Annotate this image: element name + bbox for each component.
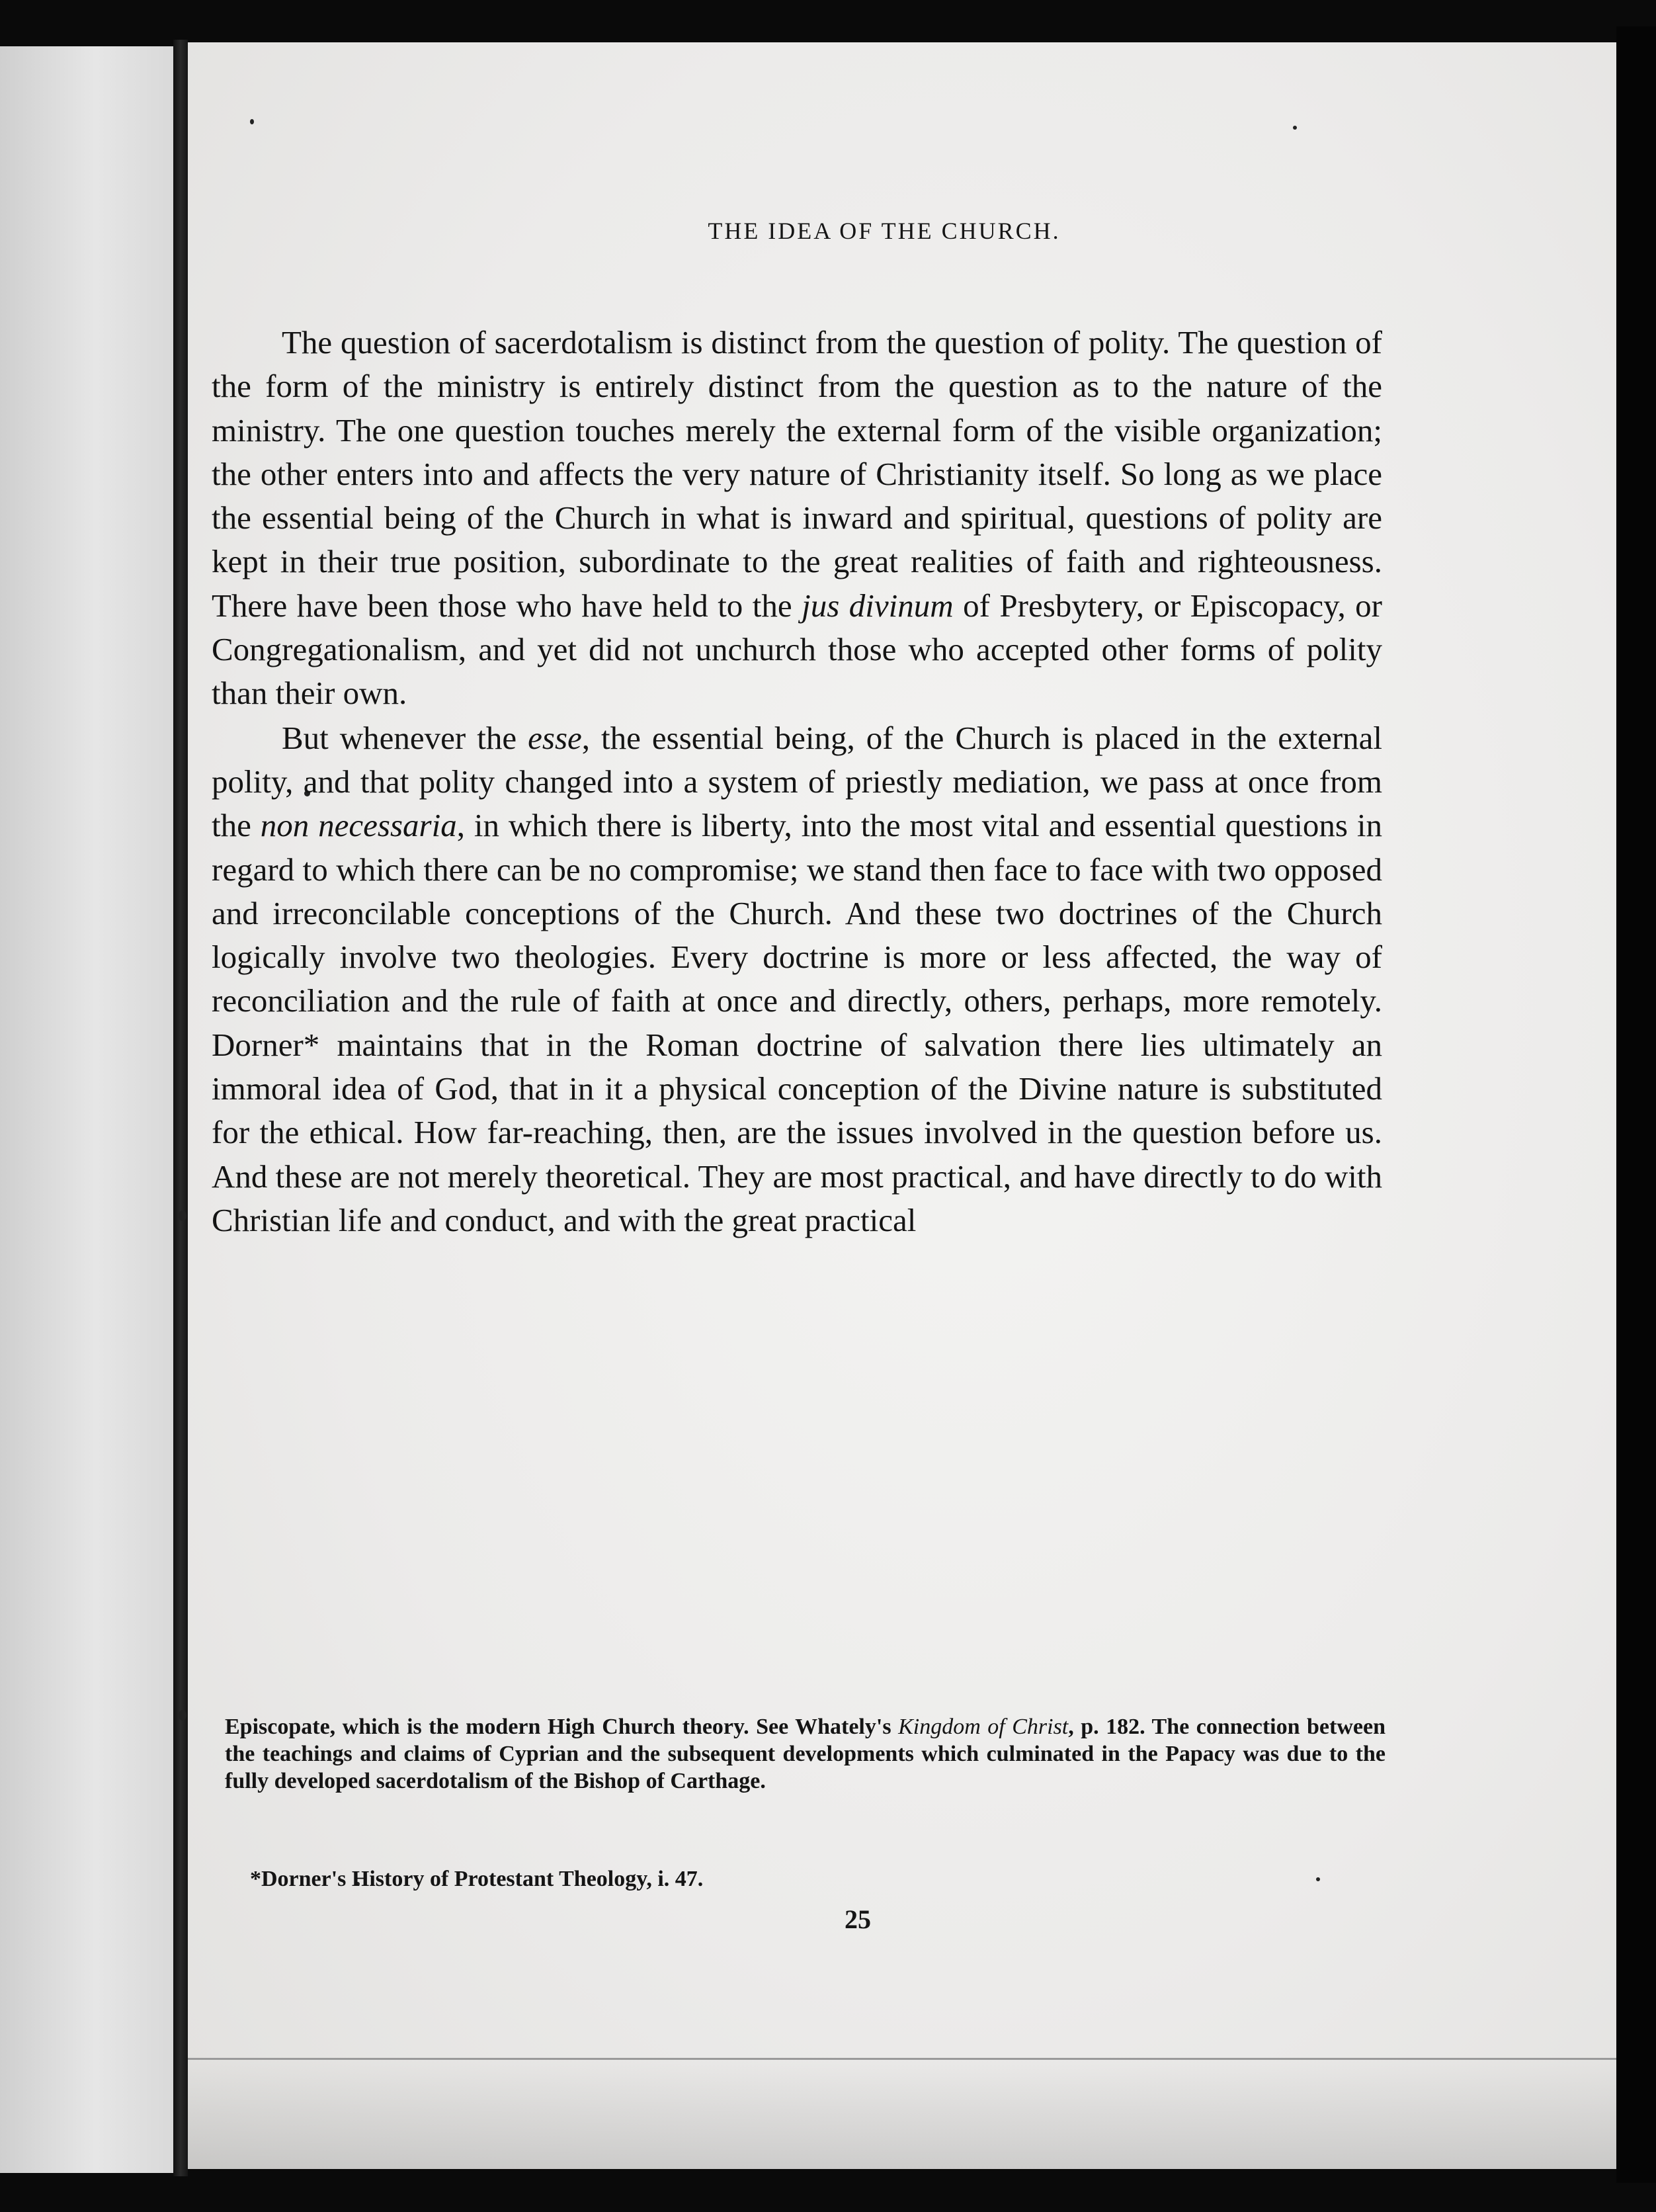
running-head: THE IDEA OF THE CHURCH. bbox=[708, 218, 1061, 244]
page-bottom-band bbox=[188, 2057, 1616, 2169]
footnote-continued bbox=[225, 1713, 1386, 1795]
paragraph-2-text: But whenever the bbox=[282, 719, 528, 756]
facing-page-edge bbox=[0, 46, 173, 2173]
italic-title: Kingdom of Christ bbox=[898, 1715, 1069, 1739]
paragraph-2 bbox=[212, 716, 1382, 1243]
italic-term: non necessaria bbox=[260, 807, 457, 844]
footnote-text: , p. 182. The connection between the teachings and claims of Cyprian and the subsequent developments which culminated in the Papacy was due to the fully developed sacerdotalism of the Bishop of Carthage. bbox=[225, 1715, 1386, 1793]
scan-right-margin bbox=[1616, 26, 1656, 2183]
ink-speck bbox=[1293, 126, 1297, 130]
paragraph-1 bbox=[212, 321, 1382, 716]
ink-speck bbox=[250, 119, 254, 124]
body-text bbox=[212, 321, 1382, 1242]
italic-term: esse bbox=[528, 719, 582, 756]
ink-speck bbox=[1316, 1877, 1320, 1881]
page-number: 25 bbox=[845, 1904, 871, 1934]
paragraph-1-text: The question of sacerdotalism is distinct from the question of polity. The question of the form of the ministry is entirely distinct from the question as to the nature of the ministry. The one question touches merely the external form of the visible organization; the other enters into and affects the very nature of Christianity itself. So long as we place the essential being of the Church in what is inward and spiritual, questions of polity are kept in their true position, subordinate to the great realities of faith and righteousness. There have been those who have held to the bbox=[212, 324, 1382, 624]
italic-term: jus divinum bbox=[802, 587, 954, 624]
book-gutter bbox=[173, 40, 188, 2176]
footnote-text: Episcopate, which is the modern High Church theory. See Whately's bbox=[225, 1715, 899, 1739]
footnote-dorner: *Dorner's History of Protestant Theology, i. 47. bbox=[250, 1867, 704, 1891]
paragraph-1-text: of Presbytery, or Episcopacy, or Congregationalism, and yet did not unchurch those who accepted other forms of polity than their own. bbox=[212, 587, 1382, 712]
paragraph-2-text: , in which there is liberty, into the most vital and essential questions in regard to which there can be no compromise; we stand then face to face with two opposed and irreconcilable conceptions of the Church. And these two doctrines of the Church logically involve two theologies. Every doctrine is more or less affected, the way of reconciliation and the rule of faith at once and directly, others, perhaps, more remotely. Dorner* maintains that in the Roman doctrine of salvation there lies ultimately an immoral idea of God, that in it a physical conception of the Divine nature is substituted for the ethical. How far-reaching, then, are the issues involved in the question before us. And these are not merely theoretical. They are most practical, and have directly to do with Christian life and conduct, and with the great practical bbox=[212, 807, 1382, 1238]
paragraph-2-text: , the essential being, of the Church is placed in the external polity, and that polity changed into a system of priestly mediation, we pass at once from the bbox=[212, 719, 1383, 844]
ink-speck bbox=[179, 1710, 186, 1721]
ink-speck bbox=[179, 1211, 186, 1221]
